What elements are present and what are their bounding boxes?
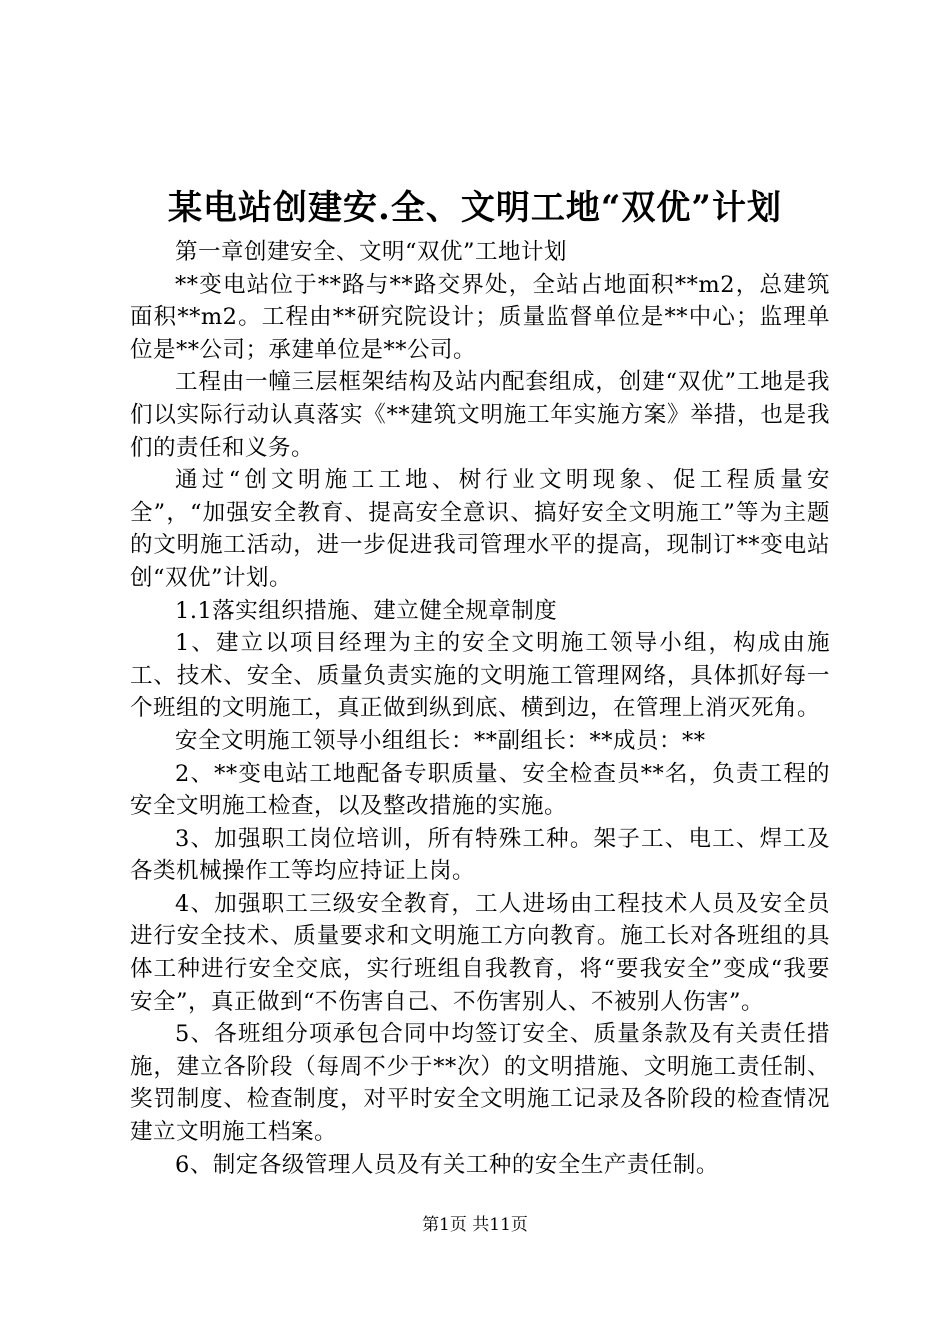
document-body (130, 236, 830, 1181)
paragraph: 安全文明施工领导小组组长：**副组长：**成员：** (175, 727, 706, 754)
paragraph: 2、**变电站工地配备专职质量、安全检查员**名，负责工程的安全文明施工检查，以及整改措施的实施。 (130, 760, 830, 820)
paragraph: 5、各班组分项承包合同中均签订安全、质量条款及有关责任措施，建立各阶段（每周不少于**次）的文明措施、文明施工责任制、奖罚制度、检查制度，对平时安全文明施工记录及各阶段的检查情况建立文明施工档案。 (130, 1021, 830, 1146)
chapter-heading: 第一章创建安全、文明“双优”工地计划 (175, 239, 568, 265)
paragraph: 通过“创文明施工工地、树行业文明现象、促工程质量安全”，“加强安全教育、提高安全意识、搞好安全文明施工”等为主题的文明施工活动，进一步促进我司管理水平的提高，现制订**变电站创“双优”计划。 (130, 467, 830, 591)
document-title: 某电站创建安.全、文明工地“双优”计划 (168, 188, 782, 228)
paragraph: 3、加强职工岗位培训，所有特殊工种。架子工、电工、焊工及各类机械操作工等均应持证上岗。 (130, 825, 830, 885)
paragraph: 4、加强职工三级安全教育，工人进场由工程技术人员及安全员进行安全技术、质量要求和文明施工方向教育。施工长对各班组的具体工种进行安全交底，实行班组自我教育，将“要我安全”变成“我要安全”，真正做到“不伤害自己、不伤害别人、不被别人伤害”。 (130, 890, 830, 1015)
paragraph: 工程由一幢三层框架结构及站内配套组成，创建“双优”工地是我们以实际行动认真落实《**建筑文明施工年实施方案》举措，也是我们的责任和义务。 (130, 369, 830, 461)
paragraph: 1、建立以项目经理为主的安全文明施工领导小组，构成由施工、技术、安全、质量负责实施的文明施工管理网络，具体抓好每一个班组的文明施工，真正做到纵到底、横到边，在管理上消灭死角。 (130, 630, 830, 722)
page-number-footer: 第1页 共11页 (422, 1215, 528, 1235)
paragraph: 6、制定各级管理人员及有关工种的安全生产责任制。 (175, 1151, 719, 1178)
section-heading: 1.1落实组织措施、建立健全规章制度 (175, 597, 558, 624)
paragraph: **变电站位于**路与**路交界处，全站占地面积**m2，总建筑面积**m2。工程由**研究院设计；质量监督单位是**中心；监理单位是**公司；承建单位是**公司。 (130, 271, 830, 363)
